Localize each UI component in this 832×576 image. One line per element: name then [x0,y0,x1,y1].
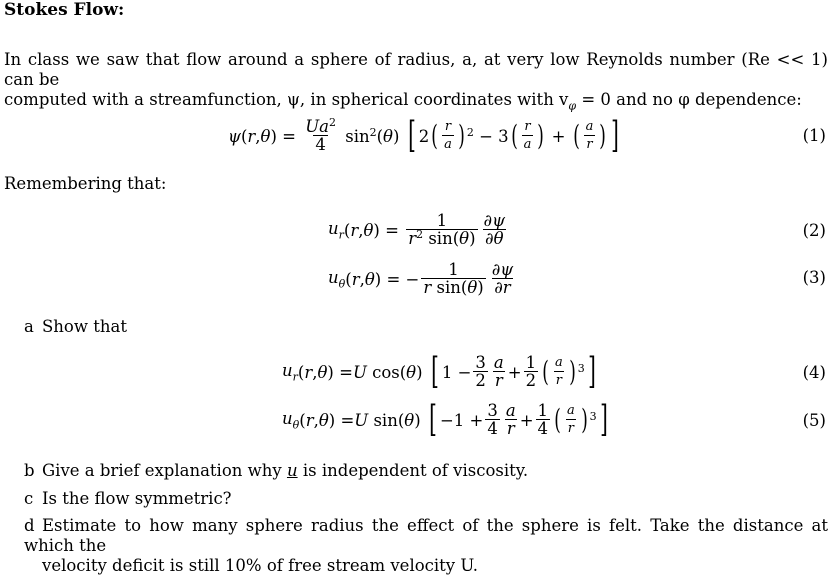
item-a-tag: a [24,317,34,336]
item-c-text: Is the flow symmetric? [42,489,232,508]
item-b-text-after: is independent of viscosity. [302,461,529,480]
item-d-line-1: Estimate to how many sphere radius the effect of the sphere is felt. Take the distance at which the [24,516,828,555]
eq-number-3: (3) [802,268,826,287]
item-d-tag: d [24,516,35,535]
equation-1: ψ ( r , θ ) = $\frac{Ua^2}{4}$ sin $^2$ ( θ ) [ 2 ( $\frac{r}{a}$ ) $^2$ − 3 ( $\frac{r}{a}$ ) + ( $\frac{a}{r}$ ) ] [228,115,620,156]
equation-2: $u_r$ ( r , θ ) = $\frac{1}{r^2 \sin(\theta)}$ $\frac{\partial\psi}{\partial\theta}$ [328,211,506,248]
eq-number-4: (4) [802,363,826,382]
intro-paragraph [4,50,828,116]
eq-number-1: (1) [802,126,826,145]
item-b-var: u [286,461,298,480]
equation-3: $u_\theta$ ( r , θ ) = − $\frac{1}{\text{r sin(θ)}}$ $\frac{\partial\psi}{\partial r}$ [328,260,514,297]
item-b-tag: b [24,461,35,480]
equation-5: $u_\theta$ ( r , θ ) = U sin( θ ) [ −1 + $\frac{3}{4}$ $\frac{a}{r}$ + $\frac{1}{4}$ ( $\frac{a}{r}$ ) $^3$ ] [282,399,608,440]
intro-line-1: In class we saw that flow around a sphere of radius, a, at very low Reynolds number (Re << 1) can be [4,50,828,89]
item-c [24,489,828,509]
remembering-label: Remembering that: [4,174,167,193]
problem-title: Stokes Flow: [4,0,125,20]
item-d-line-2: velocity deficit is still 10% of free stream velocity U. [42,556,479,575]
equation-4: $u_r$ ( r , θ ) = U cos( θ ) [ 1 − $\frac{3}{2}$ $\frac{a}{r}$ + $\frac{1}{2}$ ( $\frac{a}{r}$ ) $^3$ ] [282,351,596,392]
item-c-tag: c [24,489,34,508]
eq-number-5: (5) [802,411,826,430]
item-b [24,461,828,481]
item-a-text: Show that [42,317,127,336]
item-b-text-before: Give a brief explanation why [42,461,282,480]
item-d [24,516,828,576]
intro-line-2: computed with a streamfunction, ψ, in spherical coordinates with $v_\varphi = 0$ and no φ dependence: [4,90,802,113]
item-a [24,317,828,337]
eq-number-2: (2) [802,221,826,240]
